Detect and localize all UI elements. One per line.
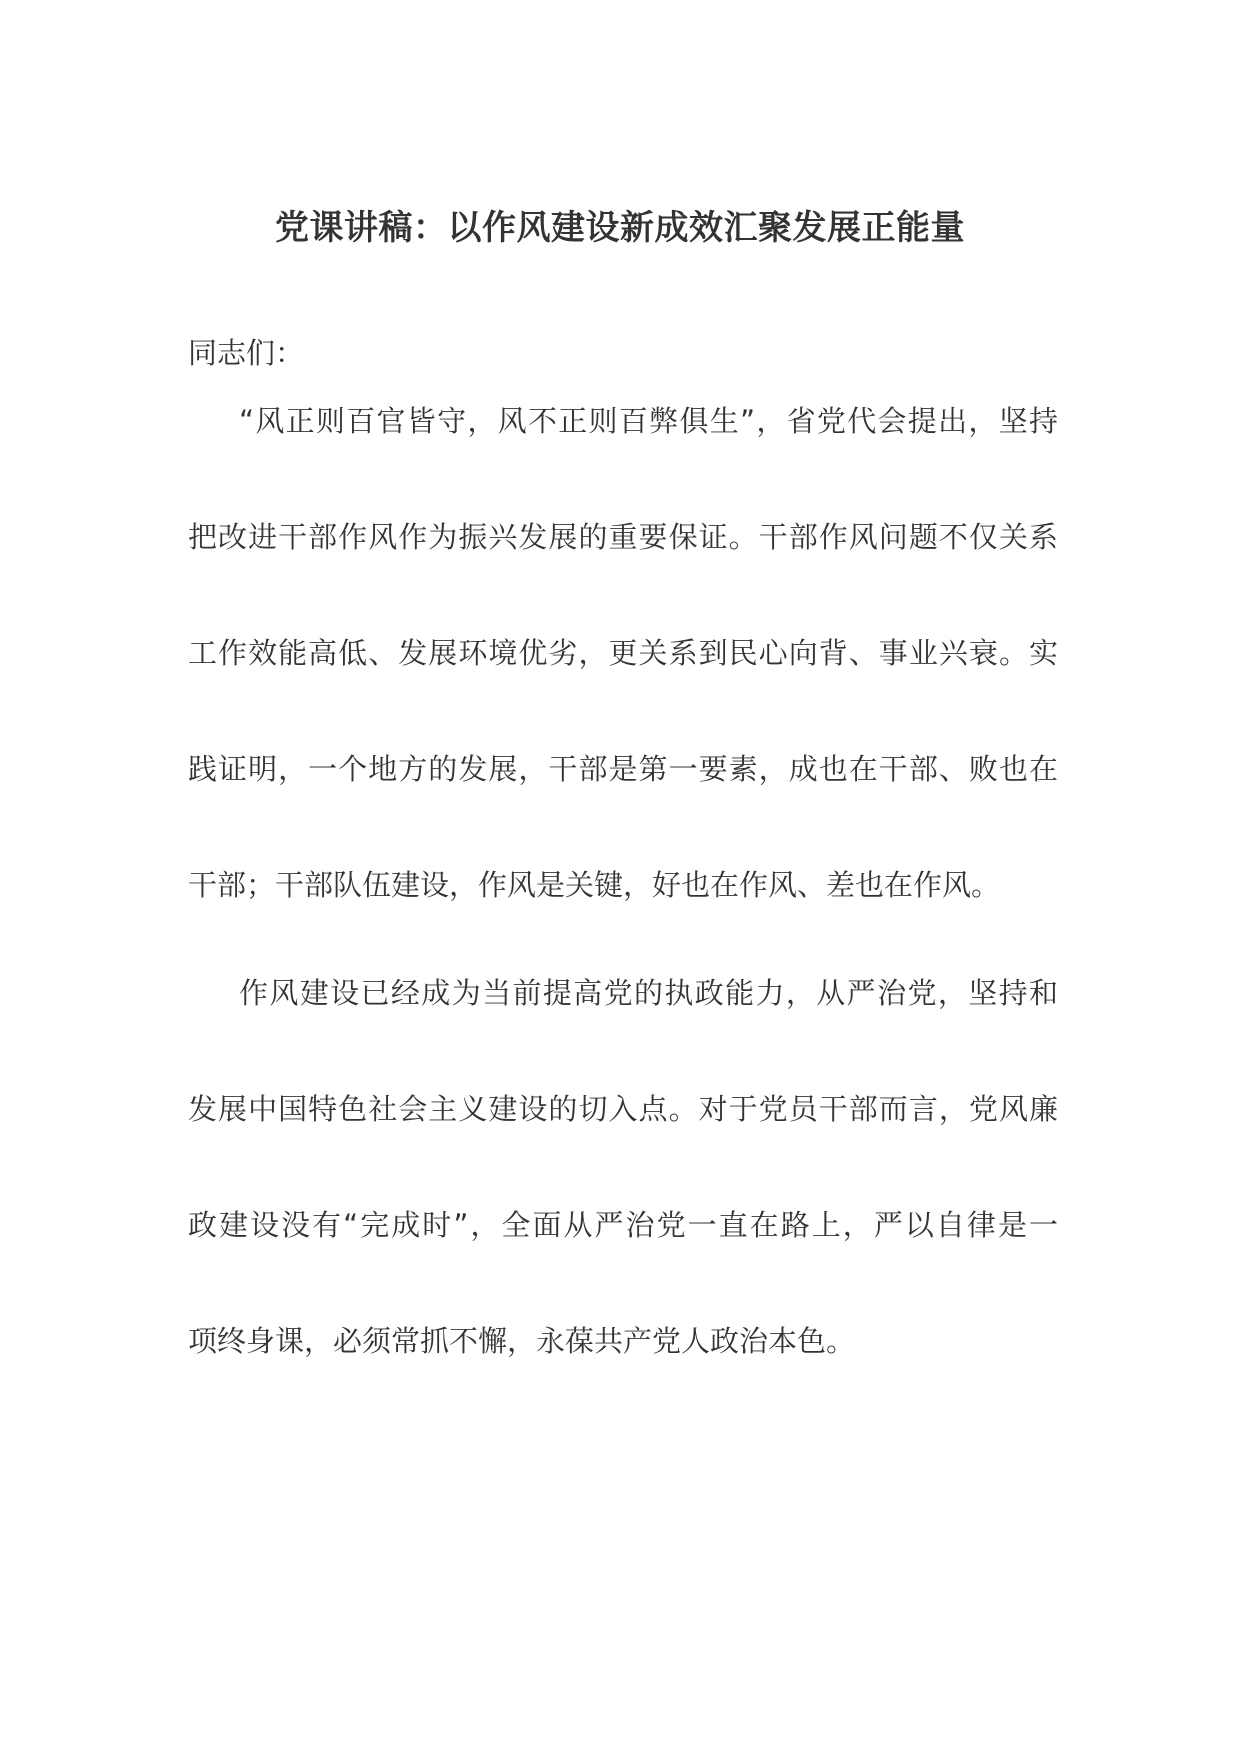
paragraph-line: 作风建设已经成为当前提高党的执政能力，从严治党，坚持和 [239,976,1058,1010]
paragraph-line: 把改进干部作风作为振兴发展的重要保证。干部作风问题不仅关系 [188,520,1058,554]
paragraph-line: 践证明，一个地方的发展，干部是第一要素，成也在干部、败也在 [188,752,1058,786]
salutation: 同志们： [188,336,305,370]
paragraph-line: 工作效能高低、发展环境优劣，更关系到民心向背、事业兴衰。实 [188,636,1058,670]
document-title: 党课讲稿：以作风建设新成效汇聚发展正能量 [275,208,965,248]
paragraph-line: 发展中国特色社会主义建设的切入点。对于党员干部而言，党风廉 [188,1092,1058,1126]
paragraph-line: 政建设没有“完成时”，全面从严治党一直在路上，严以自律是一 [188,1208,1058,1242]
paragraph-line: 干部；干部队伍建设，作风是关键，好也在作风、差也在作风。 [188,868,1001,902]
paragraph-line: “风正则百官皆守，风不正则百弊俱生”，省党代会提出，坚持 [239,404,1058,438]
paragraph-line: 项终身课，必须常抓不懈，永葆共产党人政治本色。 [188,1324,856,1358]
